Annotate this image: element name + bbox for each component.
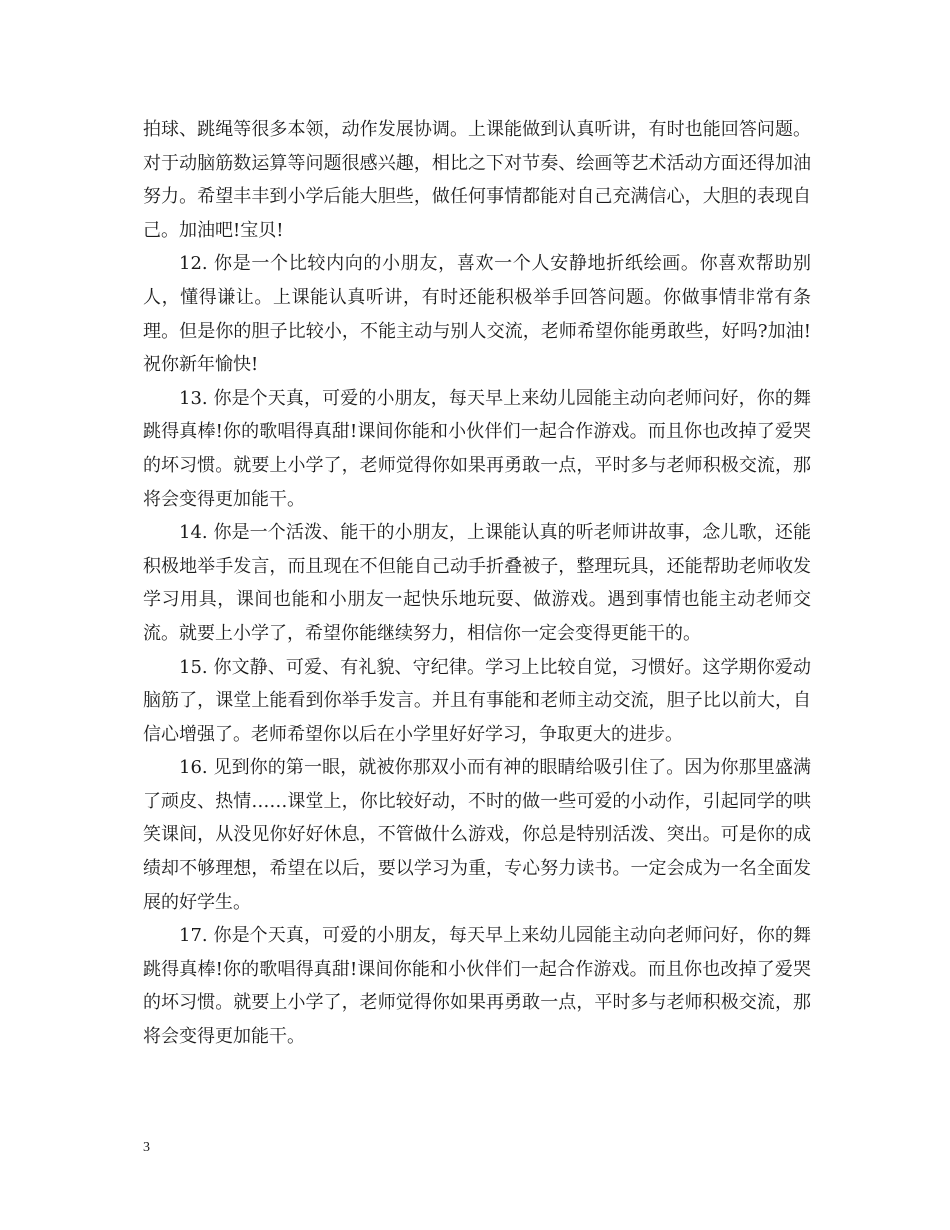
paragraph-continued: 拍球、跳绳等很多本领，动作发展协调。上课能做到认真听讲，有时也能回答问题。对于动脑筋数运算等问题很感兴趣，相比之下对节奏、绘画等艺术活动方面还得加油努力。希望丰丰到小学后能大胆些，做任何事情都能对自己充满信心，大胆的表现自己。加油吧!宝贝! — [143, 119, 811, 241]
paragraph-item-12: 12. 你是一个比较内向的小朋友，喜欢一个人安静地折纸绘画。你喜欢帮助别人，懂得谦让。上课能认真听讲，有时还能积极举手回答问题。你做事情非常有条理。但是你的胆子比较小，不能主动与别人交流，老师希望你能勇敢些，好吗?加油!祝你新年愉快! — [143, 253, 811, 376]
paragraph-item-16: 16. 见到你的第一眼，就被你那双小而有神的眼睛给吸引住了。因为你那里盛满了顽皮、热情……课堂上，你比较好动，不时的做一些可爱的小动作，引起同学的哄笑课间，从没见你好好休息，不管做什么游戏，你总是特别活泼、突出。可是你的成绩却不够理想，希望在以后，要以学习为重，专心努力读书。一定会成为一名全面发展的好学生。 — [143, 757, 811, 913]
document-body — [143, 113, 811, 1054]
page-number: 3 — [143, 1140, 150, 1155]
paragraph-item-15: 15. 你文静、可爱、有礼貌、守纪律。学习上比较自觉，习惯好。这学期你爱动脑筋了，课堂上能看到你举手发言。并且有事能和老师主动交流，胆子比以前大，自信心增强了。老师希望你以后在小学里好好学习，争取更大的进步。 — [143, 656, 811, 745]
paragraph-item-17: 17. 你是个天真，可爱的小朋友，每天早上来幼儿园能主动向老师问好，你的舞跳得真棒!你的歌唱得真甜!课间你能和小伙伴们一起合作游戏。而且你也改掉了爱哭的坏习惯。就要上小学了，老师觉得你如果再勇敢一点，平时多与老师积极交流，那将会变得更加能干。 — [143, 925, 811, 1048]
paragraph-item-13: 13. 你是个天真，可爱的小朋友，每天早上来幼儿园能主动向老师问好，你的舞跳得真棒!你的歌唱得真甜!课间你能和小伙伴们一起合作游戏。而且你也改掉了爱哭的坏习惯。就要上小学了，老师觉得你如果再勇敢一点，平时多与老师积极交流，那将会变得更加能干。 — [143, 387, 811, 510]
paragraph-item-14: 14. 你是一个活泼、能干的小朋友，上课能认真的听老师讲故事，念儿歌，还能积极地举手发言，而且现在不但能自己动手折叠被子，整理玩具，还能帮助老师收发学习用具，课间也能和小朋友一起快乐地玩耍、做游戏。遇到事情也能主动老师交流。就要上小学了，希望你能继续努力，相信你一定会变得更能干的。 — [143, 522, 811, 644]
